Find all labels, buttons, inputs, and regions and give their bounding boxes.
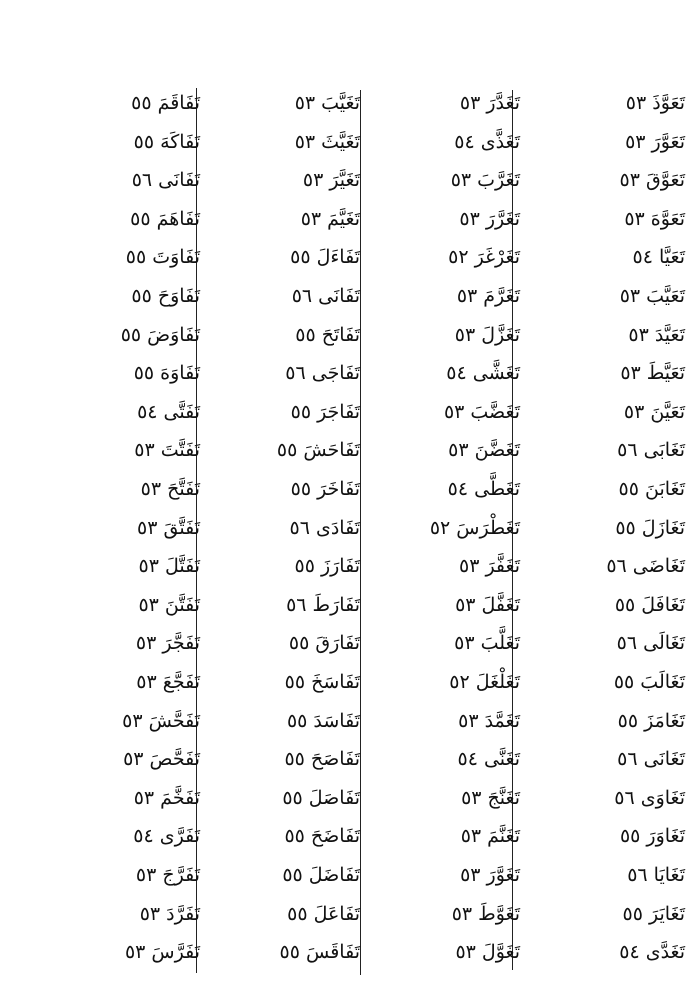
- entry: تَفَاعَلَ ٥٥: [287, 902, 360, 925]
- entry: تَغَفَّرَ ٥٣: [458, 555, 520, 578]
- entry: تَغَنَّجَ ٥٣: [461, 786, 520, 809]
- entry: تَفَحَّصَ ٥٣: [123, 748, 200, 771]
- entry: تَغَزَّلَ ٥٣: [454, 323, 520, 346]
- entry: تَغَاوَى ٥٦: [614, 786, 685, 809]
- column-4: [100, 88, 200, 988]
- entry: تَغَوَّطَ ٥٣: [451, 902, 520, 925]
- entry: تَغَايَرَ ٥٥: [622, 902, 685, 925]
- entry: تَغَدَّرَ ٥٣: [459, 92, 520, 114]
- entry: تَفَتَّنَ ٥٣: [138, 593, 200, 616]
- entry: تَفَاقَمَ ٥٥: [131, 92, 200, 114]
- entry: تَعَوَّرَ ٥٣: [625, 130, 685, 153]
- entry: تَغَنَّى ٥٤: [457, 748, 520, 771]
- entry: تَفَاصَلَ ٥٥: [282, 786, 360, 809]
- entry: تَغَدَّى ٥٤: [619, 941, 685, 964]
- entry: تَفَاضَلَ ٥٥: [282, 864, 360, 886]
- entry: تَغَانَى ٥٦: [617, 748, 685, 771]
- column-divider: [360, 90, 361, 975]
- entry: تَغَضَّنَ ٥٣: [448, 439, 520, 462]
- entry: تَفَاوَضَ ٥٥: [120, 323, 200, 346]
- entry: تَغَرْغَرَ ٥٢: [448, 246, 520, 269]
- entry: تَغَاضَى ٥٦: [606, 555, 685, 578]
- entry: تَغَرَّبَ ٥٣: [450, 169, 520, 192]
- entry: تَفَادَى ٥٦: [289, 516, 360, 539]
- entry: تَعَوَّذَ ٥٣: [625, 92, 685, 114]
- entry: تَفَاضَحَ ٥٥: [284, 825, 360, 848]
- entry: تَفَاخَرَ ٥٥: [290, 478, 360, 500]
- entry: تَغَيَّثَ ٥٣: [294, 130, 360, 153]
- column-1: [585, 88, 685, 988]
- entry: تَغَرَّرَ ٥٣: [459, 207, 520, 230]
- entry: تَغَضَّبَ ٥٣: [443, 400, 520, 423]
- entry: تَفَاءَلَ ٥٥: [290, 246, 360, 269]
- entry: تَغَطْرَسَ ٥٢: [429, 516, 520, 539]
- entry: تَفَاجَى ٥٦: [285, 362, 360, 385]
- entry: تَفَجَّرَ ٥٣: [135, 632, 200, 655]
- entry: تَفَارَزَ ٥٥: [294, 555, 360, 578]
- column-3: [250, 88, 360, 988]
- entry: تَغَابَنَ ٥٥: [618, 478, 685, 500]
- entry: تَفَاوَتَ ٥٥: [125, 246, 200, 269]
- entry: تَغَالَى ٥٦: [616, 632, 685, 655]
- entry: تَفَارَطَ ٥٦: [286, 593, 360, 616]
- entry: تَغَامَزَ ٥٥: [617, 709, 685, 732]
- entry: تَفَانَى ٥٦: [291, 285, 360, 307]
- entry: تَعَوَّهَ ٥٣: [624, 207, 685, 230]
- entry: تَعَيَّا ٥٤: [632, 246, 685, 269]
- entry: تَعَيَّنَ ٥٣: [623, 400, 685, 423]
- entry: تَفَاحَشَ ٥٥: [276, 439, 360, 462]
- entry: تَغَشَّى ٥٤: [446, 362, 520, 385]
- entry: تَفَرَّدَ ٥٣: [139, 902, 200, 925]
- entry: تَغَلْغَلَ ٥٢: [449, 671, 520, 693]
- entry: تَغَوَّرَ ٥٣: [460, 864, 520, 886]
- entry: تَغَطَّى ٥٤: [447, 478, 520, 500]
- entry: تَفَاسَخَ ٥٥: [284, 671, 360, 693]
- entry: تَغَافَلَ ٥٥: [614, 593, 685, 616]
- entry: تَغَلَّبَ ٥٣: [454, 632, 520, 655]
- entry: تَفَاوَحَ ٥٥: [131, 285, 200, 307]
- entry: تَعَيَّطَ ٥٣: [620, 362, 685, 385]
- entry: تَفَتَّحَ ٥٣: [140, 478, 200, 500]
- entry: تَغَرَّمَ ٥٣: [456, 285, 520, 307]
- entry: تَفَاصَحَ ٥٥: [284, 748, 360, 771]
- entry: تَفَخَّمَ ٥٣: [133, 786, 200, 809]
- entry: تَعَيَّبَ ٥٣: [619, 285, 685, 307]
- entry: تَغَازَلَ ٥٥: [615, 516, 685, 539]
- entry: تَغَابَى ٥٦: [617, 439, 685, 462]
- entry: تَفَاوَهَ ٥٥: [133, 362, 200, 385]
- entry: تَفَارَقَ ٥٥: [288, 632, 360, 655]
- entry: تَعَوَّقَ ٥٣: [619, 169, 685, 192]
- entry: تَفَتَّلَ ٥٣: [138, 555, 200, 578]
- entry: تَفَرَّى ٥٤: [133, 825, 200, 848]
- entry: تَفَاسَدَ ٥٥: [286, 709, 360, 732]
- entry: تَفَرَّسَ ٥٣: [124, 941, 200, 964]
- entry: تَفَرَّجَ ٥٣: [135, 864, 200, 886]
- entry: تَغَنَّمَ ٥٣: [460, 825, 520, 848]
- entry: تَفَاقَسَ ٥٥: [279, 941, 360, 964]
- entry: تَغَايَا ٥٦: [627, 864, 685, 886]
- entry: تَغَيَّرَ ٥٣: [302, 169, 360, 192]
- entry: تَفَانَى ٥٦: [131, 169, 200, 192]
- entry: تَفَتَّتَ ٥٣: [134, 439, 200, 462]
- entry: تَفَاجَرَ ٥٥: [290, 400, 360, 423]
- entry: تَغَوَّلَ ٥٣: [455, 941, 520, 964]
- entry: تَغَمَّدَ ٥٣: [458, 709, 520, 732]
- entry: تَغَيَّمَ ٥٣: [300, 207, 360, 230]
- entry: تَفَجَّعَ ٥٣: [136, 671, 200, 693]
- entry: تَغَيَّبَ ٥٣: [294, 92, 360, 114]
- entry: تَفَاهَمَ ٥٥: [130, 207, 200, 230]
- entry: تَعَيَّدَ ٥٣: [628, 323, 685, 346]
- entry: تَغَالَبَ ٥٥: [613, 671, 685, 693]
- entry: تَغَاوَرَ ٥٥: [619, 825, 685, 848]
- entry: تَفَاكَهَ ٥٥: [133, 130, 200, 153]
- entry: تَفَاتَحَ ٥٥: [295, 323, 360, 346]
- entry: تَغَذَّى ٥٤: [454, 130, 520, 153]
- column-2: [410, 88, 520, 988]
- entry: تَفَتَّقَ ٥٣: [137, 516, 200, 539]
- entry: تَفَحَّشَ ٥٣: [122, 709, 200, 732]
- entry: تَفَتَّى ٥٤: [137, 400, 200, 423]
- entry: تَغَفَّلَ ٥٣: [455, 593, 520, 616]
